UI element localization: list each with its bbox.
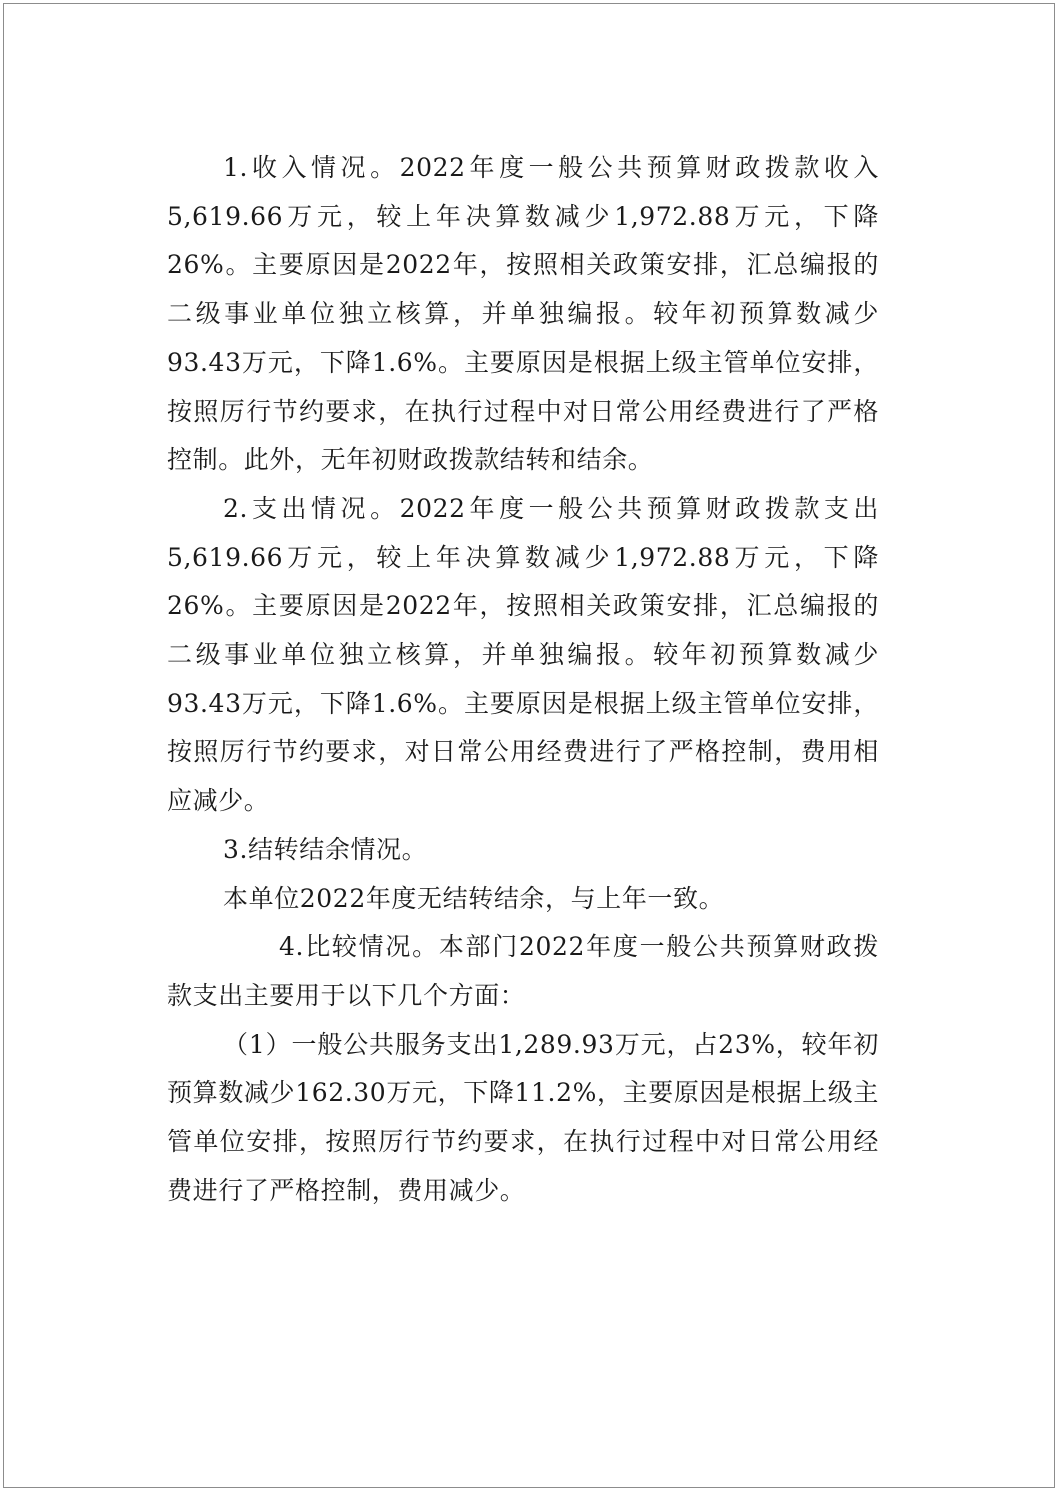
list-number: 4. bbox=[279, 932, 305, 962]
paragraph-income: 1.收入情况。2022年度一般公共预算财政拨款收入5,619.66万元，较上年决算数减少1,972.88万元，下降26%。主要原因是2022年，按照相关政策安排，汇总编报的二级事业单位独立核算，并单独编报。较年初预算数减少93.43万元，下降1.6%。主要原因是根据上级主管单位安排，按照厉行节约要求，在执行过程中对日常公用经费进行了严格控制。此外，无年初财政拨款结转和结余。 bbox=[167, 153, 879, 475]
document-body bbox=[167, 144, 879, 1215]
paragraph-comparison bbox=[167, 923, 879, 1020]
paragraph-expenditure: 2.支出情况。2022年度一般公共预算财政拨款支出5,619.66万元，较上年决算数减少1,972.88万元，下降26%。主要原因是2022年，按照相关政策安排，汇总编报的二级事业单位独立核算，并单独编报。较年初预算数减少93.43万元，下降1.6%。主要原因是根据上级主管单位安排，按照厉行节约要求，对日常公用经费进行了严格控制，费用相应减少。 bbox=[167, 493, 879, 816]
document-page bbox=[3, 3, 1055, 1488]
paragraph-general-services: （1）一般公共服务支出1,289.93万元，占23%，较年初预算数减少162.30万元，下降11.2%，主要原因是根据上级主管单位安排，按照厉行节约要求，在执行过程中对日常公用经费进行了严格控制，费用减少。 bbox=[167, 1029, 879, 1205]
paragraph-carryover-body: 本单位2022年度无结转结余，与上年一致。 bbox=[223, 883, 725, 913]
paragraph-comparison-text: 比较情况。本部门2022年度一般公共预算财政拨款支出主要用于以下几个方面： bbox=[167, 932, 879, 1010]
paragraph-carryover-heading: 3.结转结余情况。 bbox=[223, 834, 428, 864]
